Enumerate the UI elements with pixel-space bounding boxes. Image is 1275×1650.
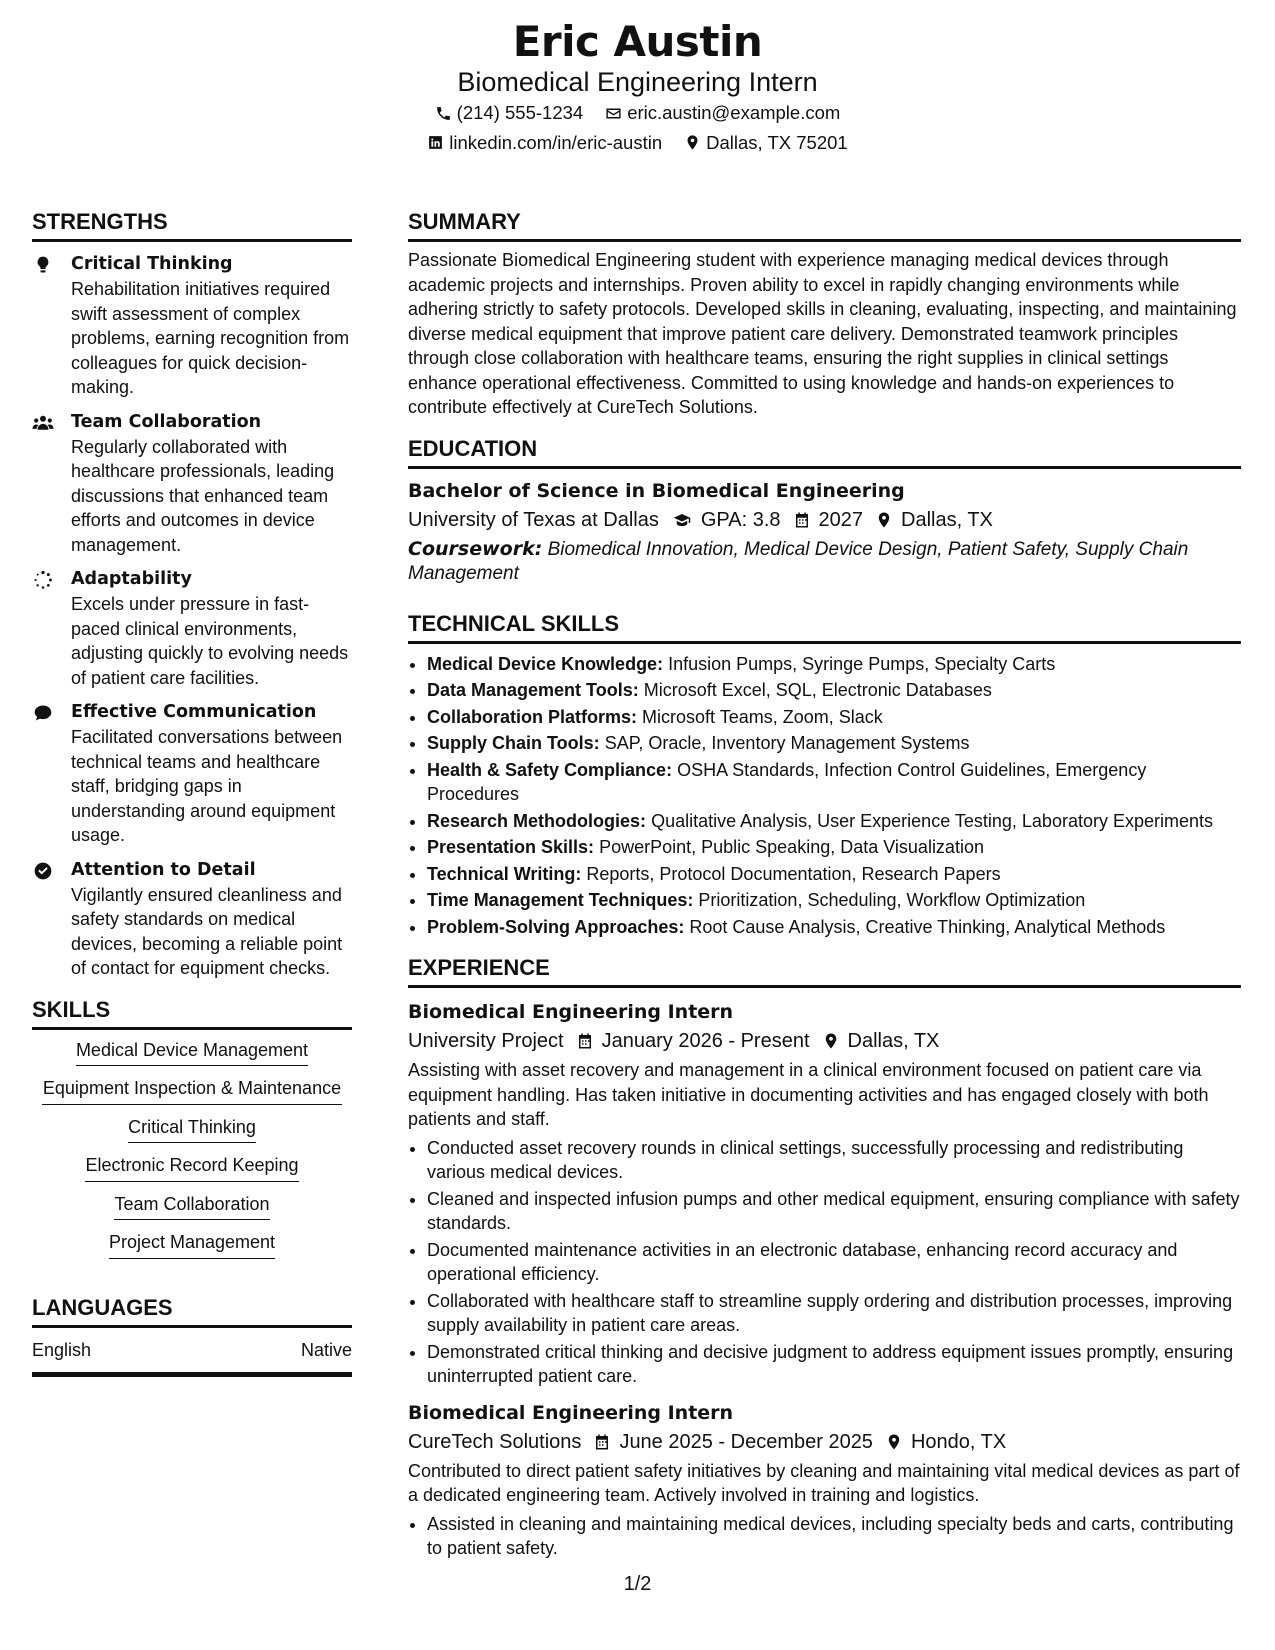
- education-entry: [408, 477, 1241, 587]
- strength-description: Regularly collaborated with healthcare professionals, leading discussions that enhanced team efforts and outcomes in device management.: [71, 436, 335, 555]
- list-item: • Assisted in cleaning and maintaining medical devices, including specialty beds and carts, contributing to patient safety.: [427, 1512, 1241, 1561]
- languages-heading: LANGUAGES: [32, 1293, 352, 1328]
- strength-item: [32, 410, 352, 558]
- list-item: • Supply Chain Tools: SAP, Oracle, Inventory Management Systems: [427, 731, 1241, 756]
- location-text: Dallas, TX 75201: [706, 132, 848, 154]
- lightbulb-icon: [32, 255, 54, 275]
- strength-description: Facilitated conversations between technical teams and healthcare staff, bridging gaps in understanding around equipment usage.: [71, 727, 343, 845]
- strength-title: Effective Communication: [71, 702, 317, 722]
- list-item: • Medical Device Knowledge: Infusion Pumps, Syringe Pumps, Specialty Carts: [427, 652, 1241, 677]
- school-name: University of Texas at Dallas: [408, 508, 659, 531]
- map-pin-icon: [684, 134, 701, 151]
- job-bullets: [408, 1136, 1241, 1389]
- left-column: [32, 207, 352, 1377]
- list-item: • Technical Writing: Reports, Protocol Documentation, Research Papers: [427, 862, 1241, 887]
- contact-location: [684, 128, 848, 158]
- map-pin-icon: [822, 1032, 840, 1050]
- technical-skills-heading: TECHNICAL SKILLS: [408, 609, 1241, 644]
- strength-title: Attention to Detail: [71, 859, 256, 880]
- job-title: Biomedical Engineering Intern: [408, 1001, 734, 1023]
- technical-skills-list: [408, 652, 1241, 940]
- skill-tag: Electronic Record Keeping: [85, 1153, 298, 1182]
- experience-heading: EXPERIENCE: [408, 953, 1241, 988]
- coursework: [408, 537, 1241, 587]
- strength-item: [32, 567, 352, 690]
- strength-description: Vigilantly ensured cleanliness and safety standards on medical devices, becoming a reliable point of contact for equipment checks.: [71, 884, 343, 978]
- graduation-year: 2027: [793, 505, 864, 535]
- list-item: • Cleaned and inspected infusion pumps and other medical equipment, ensuring compliance with safety standards.: [427, 1187, 1241, 1236]
- email-text: eric.austin@example.com: [627, 102, 841, 124]
- calendar-icon: [576, 1032, 594, 1050]
- summary-text: Passionate Biomedical Engineering student with experience managing medical devices through academic projects and internships. Proven ability to excel in rapidly changing environments while adhering strictly to safety protocols. Developed skills in cleaning, evaluating, inspecting, and maintaining diverse medical equipment that improve patient care delivery. Demonstrated teamwork principles through close collaboration with healthcare teams, ensuring the right supplies in clinical settings enhance operational effectiveness. Committed to using knowledge and hands-on experiences to contribute effectively at CureTech Solutions.: [408, 250, 1237, 417]
- list-item: • Demonstrated critical thinking and decisive judgment to address equipment issues promptly, ensuring uninterrupted patient care.: [427, 1340, 1241, 1389]
- list-item: • Health & Safety Compliance: OSHA Standards, Infection Control Guidelines, Emergency Procedures: [427, 758, 1241, 807]
- envelope-icon: [605, 105, 622, 122]
- job-bullets: [408, 1512, 1241, 1561]
- phone-icon: [435, 105, 452, 122]
- strengths-heading: STRENGTHS: [32, 207, 352, 242]
- map-pin-icon: [885, 1433, 903, 1451]
- contact-row-2: [0, 128, 1275, 158]
- coursework-list: Biomedical Innovation, Medical Device Design, Patient Safety, Supply Chain Management: [408, 538, 1189, 584]
- summary-heading: SUMMARY: [408, 207, 1241, 242]
- language-level: Native: [300, 1339, 352, 1360]
- phone-text: (214) 555-1234: [456, 102, 584, 124]
- list-item: • Conducted asset recovery rounds in clinical settings, successfully processing and redistributing various medical devices.: [427, 1136, 1241, 1185]
- job-entry: [408, 998, 1241, 1389]
- calendar-icon: [593, 1433, 611, 1451]
- strength-description: Excels under pressure in fast-paced clinical environments, adjusting quickly to evolving needs of patient care facilities.: [71, 594, 349, 688]
- candidate-title: Biomedical Engineering Intern: [457, 67, 818, 98]
- job-meta: [408, 1427, 1241, 1457]
- contact-phone[interactable]: [435, 98, 584, 128]
- users-icon: [32, 413, 54, 433]
- candidate-name: Eric Austin: [512, 17, 763, 66]
- spinner-icon: [32, 570, 54, 590]
- list-item: • Presentation Skills: PowerPoint, Public Speaking, Data Visualization: [427, 835, 1241, 860]
- right-column: [408, 207, 1241, 1563]
- calendar-icon: [793, 511, 811, 529]
- list-item: • Research Methodologies: Qualitative Analysis, User Experience Testing, Laboratory Experiments: [427, 809, 1241, 834]
- graduation-cap-icon: [671, 511, 693, 529]
- speech-bubble-icon: [32, 703, 54, 723]
- contact-row-1: [0, 98, 1275, 128]
- skill-tag: Medical Device Management: [76, 1038, 308, 1067]
- job-location: Hondo, TX: [885, 1427, 1006, 1457]
- skills-heading: SKILLS: [32, 995, 352, 1030]
- strength-title: Critical Thinking: [71, 254, 233, 274]
- strength-title: Adaptability: [71, 569, 192, 589]
- job-dates: June 2025 - December 2025: [593, 1427, 873, 1457]
- job-summary: Contributed to direct patient safety initiatives by cleaning and maintaining vital medical devices as part of a dedicated engineering team. Actively involved in training and logistics.: [408, 1460, 1240, 1505]
- gpa: GPA: 3.8: [671, 505, 781, 535]
- list-item: • Problem-Solving Approaches: Root Cause Analysis, Creative Thinking, Analytical Methods: [427, 915, 1241, 940]
- list-item: • Collaboration Platforms: Microsoft Teams, Zoom, Slack: [427, 705, 1241, 730]
- contact-linkedin[interactable]: [427, 128, 662, 158]
- strength-item: [32, 252, 352, 400]
- map-pin-icon: [875, 511, 893, 529]
- contact-email[interactable]: [605, 98, 840, 128]
- education-location: Dallas, TX: [875, 505, 993, 535]
- job-location: Dallas, TX: [822, 1026, 940, 1056]
- linkedin-text: linkedin.com/in/eric-austin: [449, 132, 663, 154]
- skills-list: [32, 1038, 352, 1259]
- resume-header: [0, 18, 1275, 158]
- language-row: [32, 1328, 352, 1377]
- strength-item: [32, 858, 352, 981]
- list-item: • Data Management Tools: Microsoft Excel, SQL, Electronic Databases: [427, 678, 1241, 703]
- skill-tag: Equipment Inspection & Maintenance: [42, 1076, 342, 1105]
- strength-item: [32, 700, 352, 848]
- job-entry: [408, 1399, 1241, 1561]
- job-meta: [408, 1026, 1241, 1056]
- linkedin-icon: [427, 134, 444, 151]
- skill-tag: Critical Thinking: [128, 1115, 256, 1144]
- language-name: English: [32, 1339, 92, 1360]
- skill-tag: Project Management: [109, 1230, 275, 1259]
- list-item: • Collaborated with healthcare staff to streamline supply ordering and distribution processes, improving supply availability in patient care areas.: [427, 1289, 1241, 1338]
- company-name: University Project: [408, 1030, 564, 1052]
- job-dates: January 2026 - Present: [576, 1026, 810, 1056]
- check-circle-icon: [32, 861, 54, 881]
- strength-description: Rehabilitation initiatives required swift assessment of complex problems, earning recognition from colleagues for quick decision-making.: [71, 279, 350, 397]
- skill-tag: Team Collaboration: [114, 1192, 269, 1221]
- job-title: Biomedical Engineering Intern: [408, 1401, 734, 1424]
- company-name: CureTech Solutions: [408, 1430, 582, 1453]
- job-summary: Assisting with asset recovery and management in a clinical environment focused on patient care via equipment handling. Has taken initiative in documenting activities and has engaged closely with both patients and staff.: [408, 1060, 1209, 1129]
- page-number: 1/2: [623, 1573, 652, 1595]
- coursework-label: Coursework:: [408, 537, 543, 560]
- strength-title: Team Collaboration: [71, 411, 262, 432]
- list-item: • Documented maintenance activities in an electronic database, enhancing record accuracy and operational efficiency.: [427, 1238, 1241, 1287]
- list-item: • Time Management Techniques: Prioritization, Scheduling, Workflow Optimization: [427, 888, 1241, 913]
- degree-title: Bachelor of Science in Biomedical Engineering: [408, 479, 905, 502]
- education-heading: EDUCATION: [408, 434, 1241, 469]
- education-meta: [408, 505, 1241, 535]
